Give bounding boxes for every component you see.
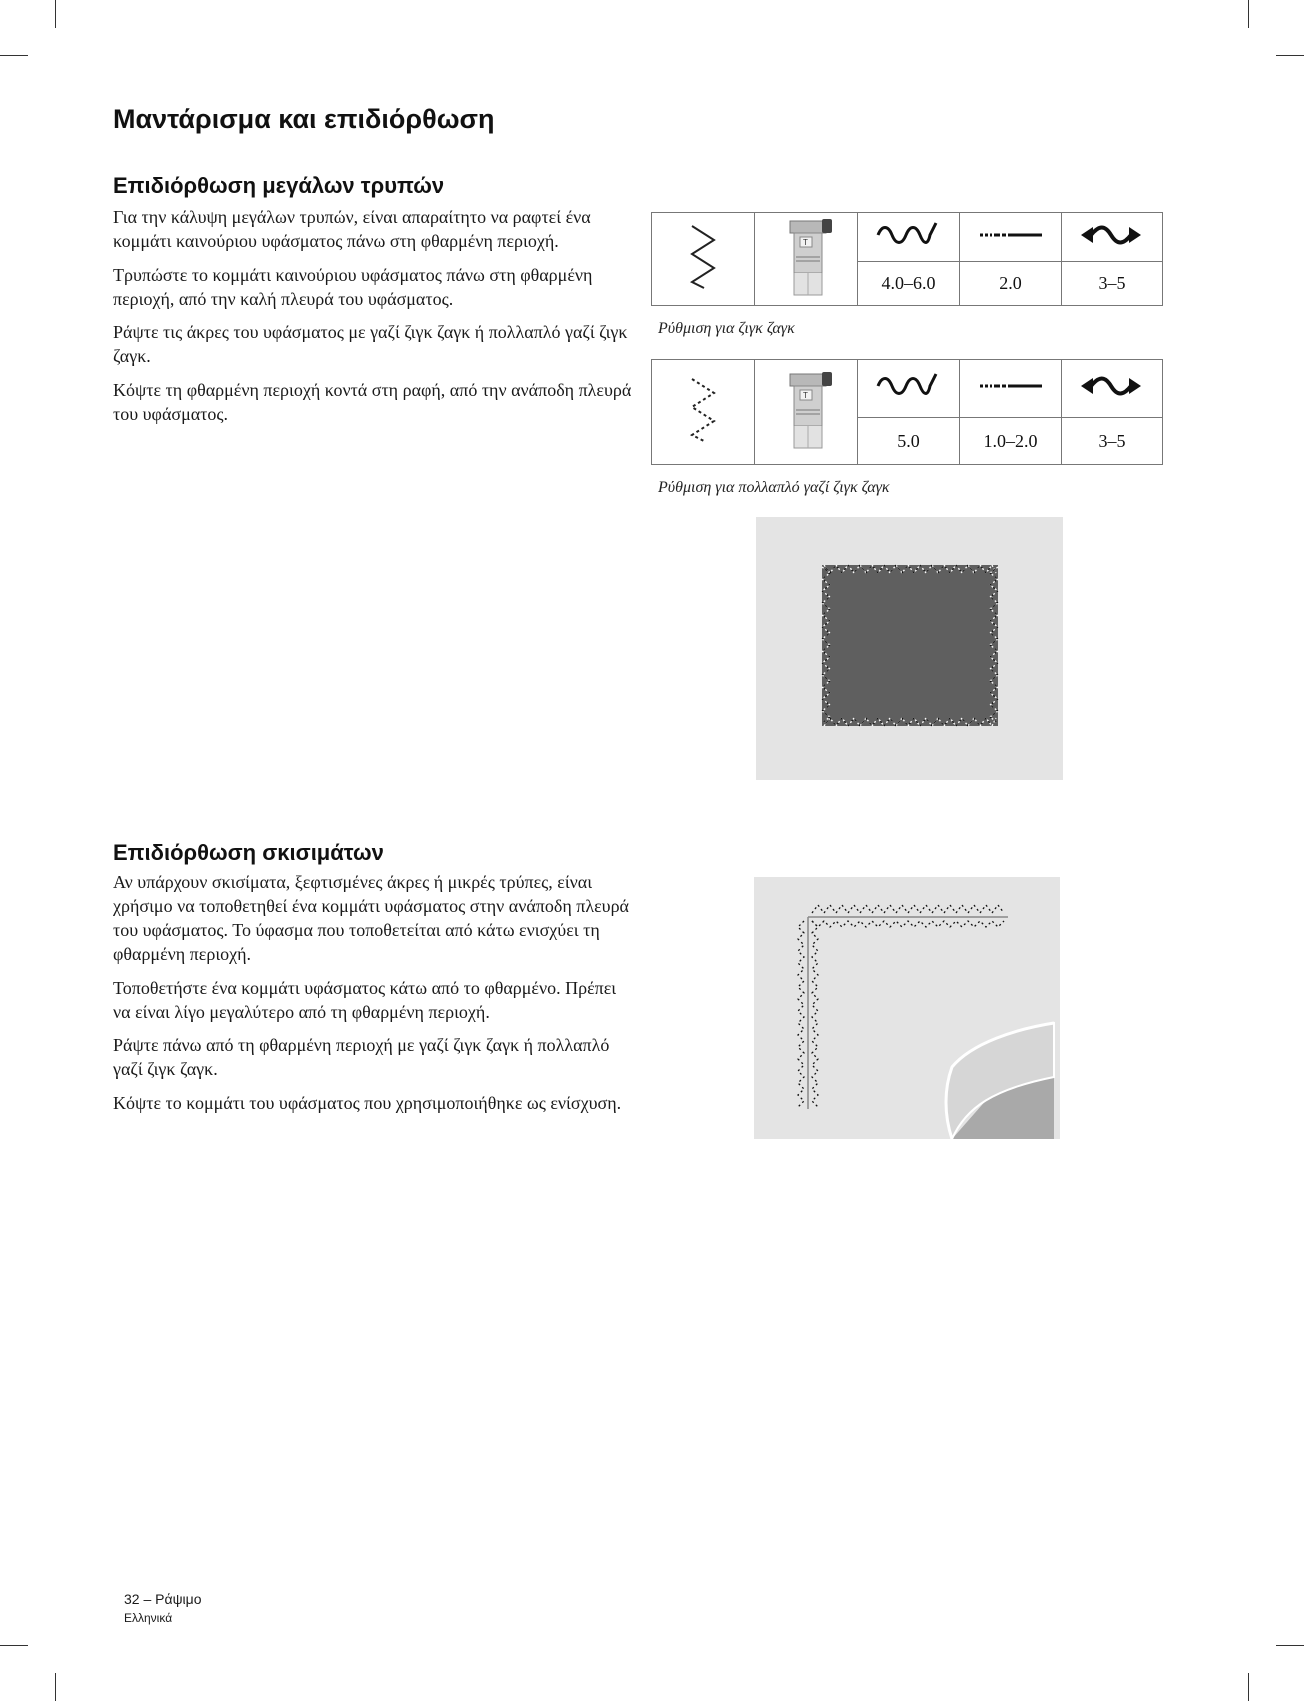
page-title: Μαντάρισμα και επιδιόρθωση [113,104,495,134]
width-value: 5.0 [858,418,960,465]
length-value: 1.0–2.0 [960,418,1062,465]
stitch-length-icon [960,360,1062,418]
crop-mark [1276,1645,1304,1646]
language-label: Ελληνικά [124,1611,173,1625]
section-heading-large-holes: Επιδιόρθωση μεγάλων τρυπών [113,173,445,198]
tension-value: 3–5 [1062,262,1163,306]
paragraph: Ράψτε πάνω από τη φθαρμένη περιοχή με γαζί ζιγκ ζαγκ ή πολλαπλό γαζί ζιγκ ζαγκ. [113,1035,610,1079]
patch-illustration [756,517,1063,780]
tear-repair-illustration [754,877,1060,1139]
width-value: 4.0–6.0 [858,262,960,306]
section-body-tears [113,870,633,1124]
thread-tension-icon [1062,360,1163,418]
stitch-width-icon [858,213,960,262]
section-body-large-holes [113,205,633,435]
paragraph: Κόψτε το κομμάτι του υφάσματος που χρησιμοποιήθηκε ως ενίσχυση. [113,1092,622,1113]
crop-mark [1248,0,1249,28]
stitch-width-icon [858,360,960,418]
thread-tension-icon [1062,213,1163,262]
crop-mark [55,1673,56,1701]
paragraph: Τοποθετήστε ένα κομμάτι υφάσματος κάτω από το φθαρμένο. Πρέπει να είναι λίγο μεγαλύτερο από τη φθαρμένη περιοχή. [113,977,617,1022]
crop-mark [1248,1673,1249,1701]
paragraph: Ράψτε τις άκρες του υφάσματος με γαζί ζιγκ ζαγκ ή πολλαπλό γαζί ζιγκ ζαγκ. [113,322,628,366]
paragraph: Αν υπάρχουν σκισίματα, ξεφτισμένες άκρες ή μικρές τρύπες, είναι χρήσιμο να τοποθετηθεί ένα κομμάτι υφάσματος στην ανάποδη πλευρά του υφάσματος. Το ύφασμα που τοποθετείται από κάτω ενισχύει τη φθαρμένη περιοχή. [113,872,629,964]
settings-table-zigzag [651,212,1163,306]
zigzag-stitch-icon [652,213,755,306]
presser-foot-icon [755,360,858,465]
page-number-label: 32 – Ράψιμο [124,1591,202,1607]
stitch-length-icon [960,213,1062,262]
paragraph: Κόψτε τη φθαρμένη περιοχή κοντά στη ραφή, από την ανάποδη πλευρά του υφάσματος. [113,379,632,424]
crop-mark [0,55,28,56]
table-caption: Ρύθμιση για πολλαπλό γαζί ζιγκ ζαγκ [658,479,890,496]
section-heading-tears: Επιδιόρθωση σκισιμάτων [113,840,384,865]
crop-mark [55,0,56,28]
svg-text:T: T [803,237,808,247]
presser-foot-icon [755,213,858,306]
paragraph: Τρυπώστε το κομμάτι καινούριου υφάσματος πάνω στη φθαρμένη περιοχή, από την καλή πλευρά του υφάσματος. [113,264,593,309]
crop-mark [1276,55,1304,56]
length-value: 2.0 [960,262,1062,306]
tension-value: 3–5 [1062,418,1163,465]
multi-zigzag-stitch-icon [652,360,755,465]
table-caption: Ρύθμιση για ζιγκ ζαγκ [658,320,795,337]
settings-table-multi-zigzag [651,359,1163,465]
svg-text:T: T [803,390,808,400]
paragraph: Για την κάλυψη μεγάλων τρυπών, είναι απαραίτητο να ραφτεί ένα κομμάτι καινούριου υφάσματος πάνω στη φθαρμένη περιοχή. [113,207,591,251]
crop-mark [0,1645,28,1646]
